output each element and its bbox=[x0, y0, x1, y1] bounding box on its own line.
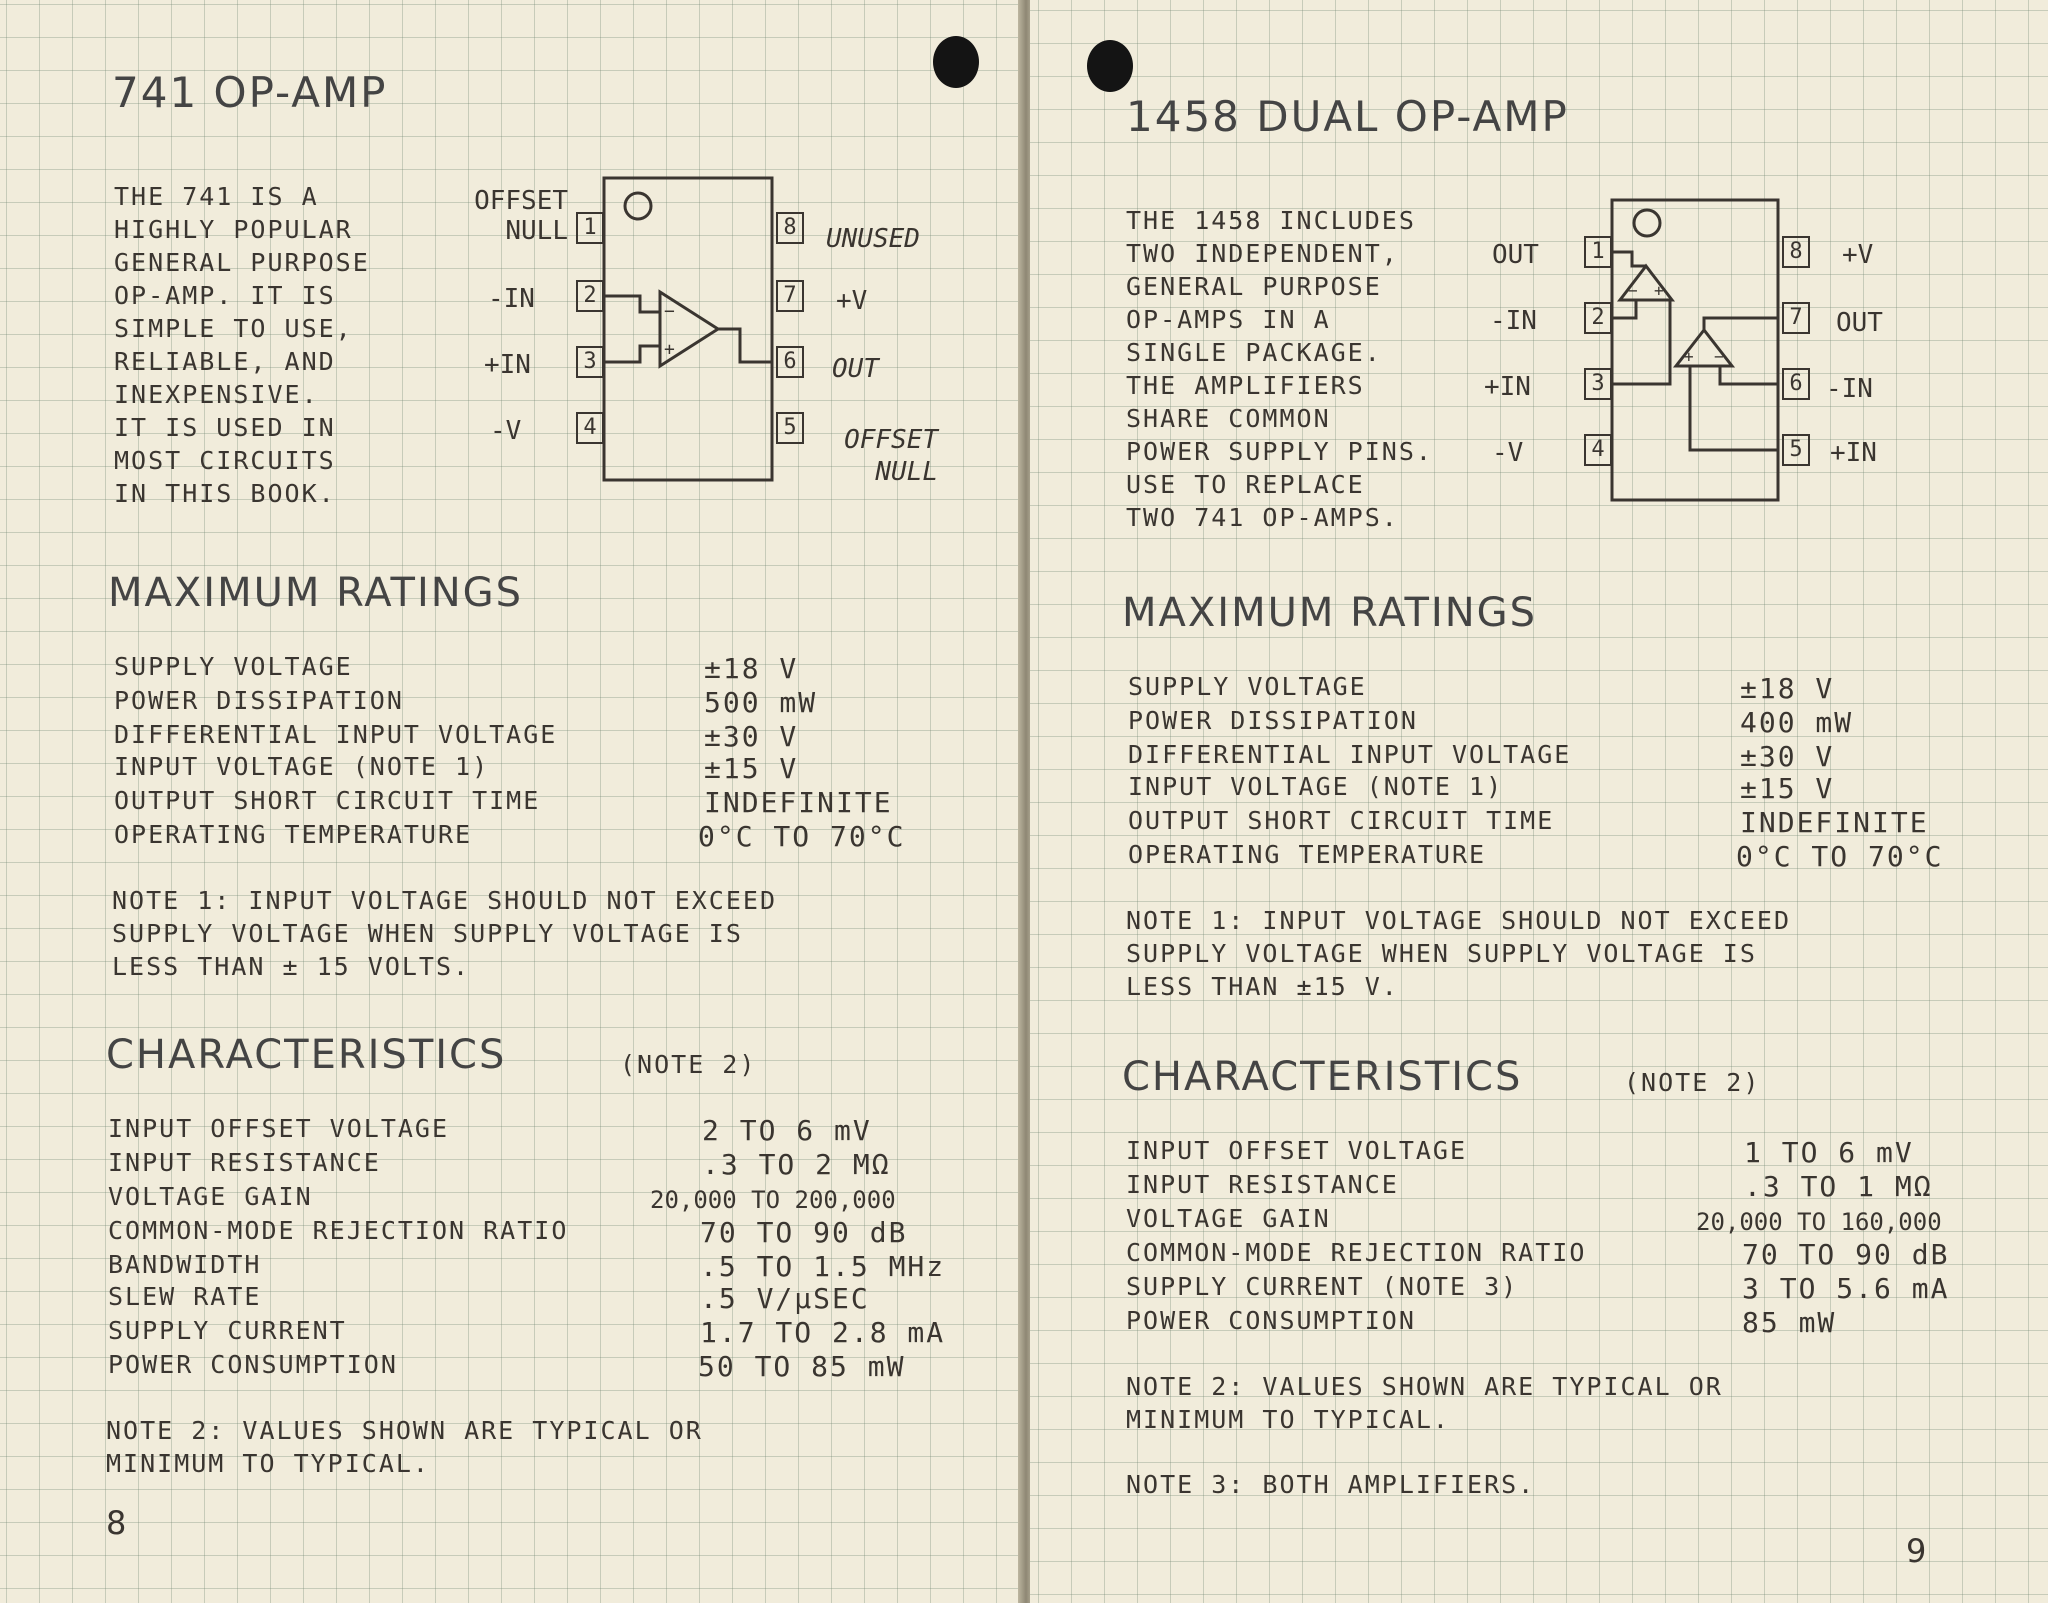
page-number: 9 bbox=[1906, 1532, 1927, 1570]
char-value: 70 TO 90 dB bbox=[1742, 1238, 1950, 1271]
char-param: POWER CONSUMPTION bbox=[1126, 1306, 1416, 1335]
char-value: 70 TO 90 dB bbox=[700, 1216, 908, 1249]
page-title: 741 OP-AMP bbox=[112, 68, 388, 117]
pin-label: +IN bbox=[484, 350, 531, 380]
intro-line: IT IS USED IN bbox=[114, 413, 336, 442]
rating-value: 500 mW bbox=[704, 686, 818, 719]
char-param: VOLTAGE GAIN bbox=[108, 1182, 313, 1211]
note-1 bbox=[112, 884, 777, 983]
characteristics-heading: CHARACTERISTICS bbox=[106, 1032, 507, 1078]
pin-number: 2 bbox=[576, 280, 604, 312]
note-line: SUPPLY VOLTAGE WHEN SUPPLY VOLTAGE IS bbox=[1126, 939, 1757, 968]
rating-value: INDEFINITE bbox=[1740, 806, 1929, 839]
intro-line: IN THIS BOOK. bbox=[114, 479, 336, 508]
svg-text:+: + bbox=[1654, 281, 1664, 300]
pin-number: 5 bbox=[1782, 434, 1810, 466]
dual-op-amp-symbol bbox=[1030, 0, 2048, 540]
note-3: NOTE 3: BOTH AMPLIFIERS. bbox=[1126, 1470, 1536, 1499]
intro-line: MOST CIRCUITS bbox=[114, 446, 336, 475]
note-line: MINIMUM TO TYPICAL. bbox=[106, 1449, 430, 1478]
char-value: .5 V/µSEC bbox=[700, 1282, 870, 1315]
intro-line: THE 741 IS A bbox=[114, 182, 319, 211]
intro-line: USE TO REPLACE bbox=[1126, 470, 1365, 499]
rating-param: SUPPLY VOLTAGE bbox=[114, 652, 353, 681]
pin-number: 6 bbox=[776, 346, 804, 378]
pin-label: -IN bbox=[1826, 374, 1873, 404]
char-param: INPUT OFFSET VOLTAGE bbox=[108, 1114, 450, 1143]
pin-label: OUT bbox=[1492, 240, 1539, 270]
rating-value: INDEFINITE bbox=[704, 786, 893, 819]
intro-line: SINGLE PACKAGE. bbox=[1126, 338, 1382, 367]
intro-line: SHARE COMMON bbox=[1126, 404, 1331, 433]
char-param: SUPPLY CURRENT bbox=[108, 1316, 347, 1345]
rating-param: POWER DISSIPATION bbox=[114, 686, 404, 715]
rating-value: 400 mW bbox=[1740, 706, 1854, 739]
intro-line: OP-AMP. IT IS bbox=[114, 281, 336, 310]
pin-number: 6 bbox=[1782, 368, 1810, 400]
pin-label: -V bbox=[490, 416, 522, 446]
char-param: BANDWIDTH bbox=[108, 1250, 262, 1279]
pin-number: 2 bbox=[1584, 302, 1612, 334]
char-value: 85 mW bbox=[1742, 1306, 1837, 1339]
svg-text:−: − bbox=[664, 301, 675, 322]
svg-text:+: + bbox=[1684, 347, 1694, 366]
pin-label: +V bbox=[1842, 240, 1874, 270]
pin-number: 8 bbox=[776, 212, 804, 244]
rating-value: ±18 V bbox=[704, 652, 799, 685]
pin-number: 4 bbox=[576, 412, 604, 444]
pin-label: +V bbox=[836, 286, 868, 316]
rating-param: OUTPUT SHORT CIRCUIT TIME bbox=[114, 786, 541, 815]
left-page bbox=[0, 0, 1022, 1603]
char-param: VOLTAGE GAIN bbox=[1126, 1204, 1331, 1233]
rating-param: INPUT VOLTAGE (NOTE 1) bbox=[114, 752, 490, 781]
intro-line: OP-AMPS IN A bbox=[1126, 305, 1331, 334]
char-param: COMMON-MODE REJECTION RATIO bbox=[108, 1216, 569, 1245]
pin-label: +IN bbox=[1830, 438, 1877, 468]
char-value: 50 TO 85 mW bbox=[698, 1350, 906, 1383]
char-value: .5 TO 1.5 MHz bbox=[700, 1250, 946, 1283]
characteristics-note-ref: (NOTE 2) bbox=[620, 1050, 757, 1079]
pin-number: 7 bbox=[776, 280, 804, 312]
rating-value: 0°C TO 70°C bbox=[1736, 840, 1944, 873]
char-param: INPUT RESISTANCE bbox=[108, 1148, 381, 1177]
rating-param: SUPPLY VOLTAGE bbox=[1128, 672, 1367, 701]
svg-text:−: − bbox=[1714, 347, 1724, 366]
note-line: SUPPLY VOLTAGE WHEN SUPPLY VOLTAGE IS bbox=[112, 919, 743, 948]
intro-line: SIMPLE TO USE, bbox=[114, 314, 353, 343]
char-param: INPUT RESISTANCE bbox=[1126, 1170, 1399, 1199]
svg-text:+: + bbox=[664, 339, 675, 360]
char-param: COMMON-MODE REJECTION RATIO bbox=[1126, 1238, 1587, 1267]
note-line: NOTE 1: INPUT VOLTAGE SHOULD NOT EXCEED bbox=[112, 886, 777, 915]
ratings-heading: MAXIMUM RATINGS bbox=[1122, 590, 1538, 636]
char-value: 20,000 TO 160,000 bbox=[1696, 1208, 1942, 1236]
pin-number: 8 bbox=[1782, 236, 1810, 268]
rating-value: ±30 V bbox=[704, 720, 799, 753]
pin-number: 7 bbox=[1782, 302, 1810, 334]
intro-line: TWO 741 OP-AMPS. bbox=[1126, 503, 1399, 532]
char-value: .3 TO 1 MΩ bbox=[1744, 1170, 1933, 1203]
pin-number: 3 bbox=[1584, 368, 1612, 400]
char-value: 3 TO 5.6 mA bbox=[1742, 1272, 1950, 1305]
intro-line: THE 1458 INCLUDES bbox=[1126, 206, 1416, 235]
note-2 bbox=[1126, 1370, 1723, 1436]
char-value: 2 TO 6 mV bbox=[702, 1114, 872, 1147]
ratings-heading: MAXIMUM RATINGS bbox=[108, 570, 524, 616]
note-line: NOTE 2: VALUES SHOWN ARE TYPICAL OR bbox=[106, 1416, 703, 1445]
pin-label: -V bbox=[1492, 438, 1524, 468]
intro-line: TWO INDEPENDENT, bbox=[1126, 239, 1399, 268]
rating-param: INPUT VOLTAGE (NOTE 1) bbox=[1128, 772, 1504, 801]
rating-value: ±30 V bbox=[1740, 740, 1835, 773]
note-line: NOTE 2: VALUES SHOWN ARE TYPICAL OR bbox=[1126, 1372, 1723, 1401]
pin-label: OFFSET NULL bbox=[844, 425, 938, 487]
char-value: 20,000 TO 200,000 bbox=[650, 1186, 896, 1214]
pin-label: UNUSED bbox=[826, 224, 920, 254]
intro-line: POWER SUPPLY PINS. bbox=[1126, 437, 1433, 466]
rating-value: 0°C TO 70°C bbox=[698, 820, 906, 853]
note-1 bbox=[1126, 904, 1791, 1003]
intro-line: THE AMPLIFIERS bbox=[1126, 371, 1365, 400]
rating-param: OPERATING TEMPERATURE bbox=[114, 820, 473, 849]
intro-line: RELIABLE, AND bbox=[114, 347, 336, 376]
char-param: SLEW RATE bbox=[108, 1282, 262, 1311]
pin-number: 1 bbox=[1584, 236, 1612, 268]
svg-text:−: − bbox=[1628, 281, 1638, 300]
pin-label: -IN bbox=[488, 284, 535, 314]
pin-number: 5 bbox=[776, 412, 804, 444]
note-2 bbox=[106, 1414, 703, 1480]
page-number: 8 bbox=[106, 1504, 127, 1542]
rating-param: OUTPUT SHORT CIRCUIT TIME bbox=[1128, 806, 1555, 835]
char-param: INPUT OFFSET VOLTAGE bbox=[1126, 1136, 1468, 1165]
intro-line: INEXPENSIVE. bbox=[114, 380, 319, 409]
rating-param: DIFFERENTIAL INPUT VOLTAGE bbox=[114, 720, 558, 749]
rating-value: ±15 V bbox=[1740, 772, 1835, 805]
note-line: NOTE 1: INPUT VOLTAGE SHOULD NOT EXCEED bbox=[1126, 906, 1791, 935]
pin-number: 1 bbox=[576, 212, 604, 244]
note-line: LESS THAN ±15 V. bbox=[1126, 972, 1399, 1001]
intro-line: GENERAL PURPOSE bbox=[114, 248, 370, 277]
char-value: 1.7 TO 2.8 mA bbox=[700, 1316, 946, 1349]
char-value: 1 TO 6 mV bbox=[1744, 1136, 1914, 1169]
pin-label: -IN bbox=[1490, 306, 1537, 336]
pin-label: +IN bbox=[1484, 372, 1531, 402]
char-param: SUPPLY CURRENT (NOTE 3) bbox=[1126, 1272, 1519, 1301]
pin-number: 4 bbox=[1584, 434, 1612, 466]
page-title: 1458 DUAL OP-AMP bbox=[1126, 92, 1569, 141]
rating-value: ±15 V bbox=[704, 752, 799, 785]
rating-value: ±18 V bbox=[1740, 672, 1835, 705]
pin-label: OUT bbox=[832, 354, 879, 384]
note-line: MINIMUM TO TYPICAL. bbox=[1126, 1405, 1450, 1434]
intro-line: HIGHLY POPULAR bbox=[114, 215, 353, 244]
pin-label: OUT bbox=[1836, 308, 1883, 338]
pin-number: 3 bbox=[576, 346, 604, 378]
rating-param: DIFFERENTIAL INPUT VOLTAGE bbox=[1128, 740, 1572, 769]
intro-line: GENERAL PURPOSE bbox=[1126, 272, 1382, 301]
char-param: POWER CONSUMPTION bbox=[108, 1350, 398, 1379]
characteristics-note-ref: (NOTE 2) bbox=[1624, 1068, 1761, 1097]
note-line: LESS THAN ± 15 VOLTS. bbox=[112, 952, 471, 981]
characteristics-heading: CHARACTERISTICS bbox=[1122, 1054, 1523, 1100]
char-value: .3 TO 2 MΩ bbox=[702, 1148, 891, 1181]
right-page bbox=[1030, 0, 2048, 1603]
pin-label: OFFSET NULL bbox=[474, 186, 568, 246]
rating-param: OPERATING TEMPERATURE bbox=[1128, 840, 1487, 869]
rating-param: POWER DISSIPATION bbox=[1128, 706, 1418, 735]
